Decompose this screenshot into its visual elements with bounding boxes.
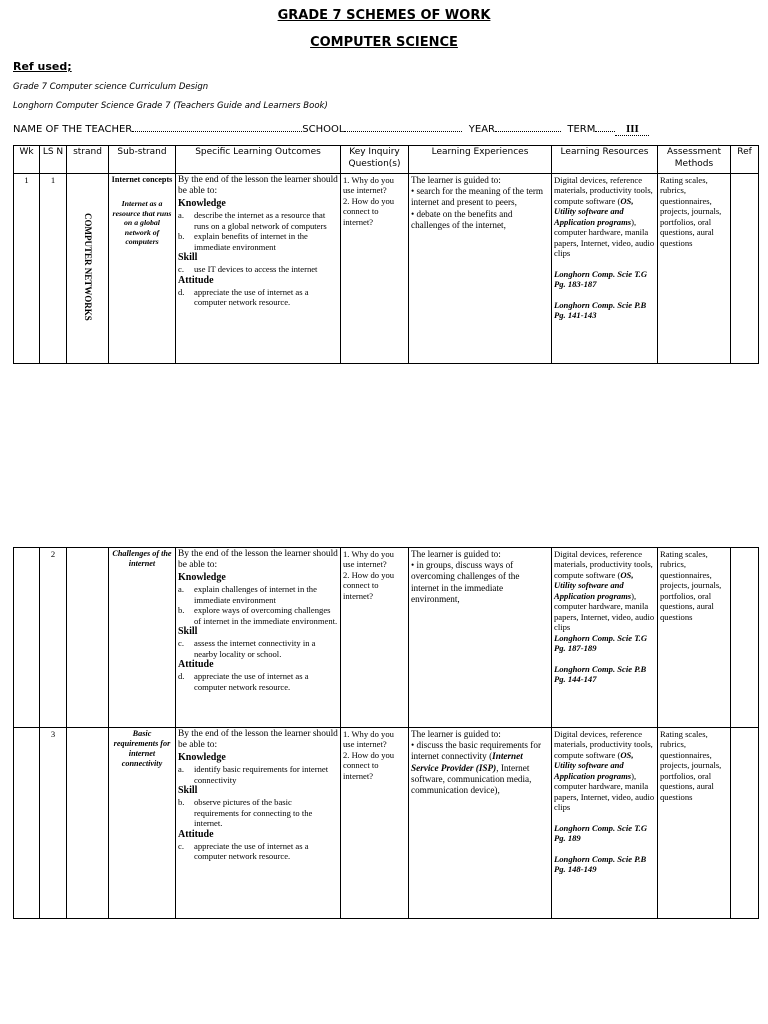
substrand-cell	[109, 548, 176, 728]
resources-text: Digital devices, reference materials, productivity tools, compute software (OS, Utility software and Application programs), computer hardware, manila papers, Internet, video, audio clips	[554, 729, 655, 813]
resources-cell	[552, 548, 658, 728]
outcomes-intro: By the end of the lesson the learner should be able to:	[178, 175, 338, 197]
reference-line: Longhorn Computer Science Grade 7 (Teachers Guide and Learners Book)	[13, 101, 328, 111]
outcome-item: a. identify basic requirements for internet connectivity	[178, 764, 329, 785]
outcome-item: b. explore ways of overcoming challenges of internet in the immediate environment.	[178, 605, 338, 626]
resources-text: Digital devices, reference materials, productivity tools, compute software (OS, Utility software and Application programs), computer hardware, manila papers, Internet, video, audio clips	[554, 549, 655, 633]
inquiry-question: 2. How do you connect to internet?	[343, 749, 395, 781]
year-field[interactable]	[495, 121, 561, 132]
inquiry-question: 1. Why do you use internet?	[343, 175, 394, 196]
experiences-intro: The learner is guided to:	[411, 729, 501, 739]
inquiry-question: 2. How do you connect to internet?	[343, 195, 395, 227]
header-wk: Wk	[14, 146, 40, 174]
header-lsn: LS N	[40, 146, 67, 174]
header-outcomes: Specific Learning Outcomes	[176, 146, 341, 174]
inquiry-question: 2. How do you connect to internet?	[343, 569, 395, 601]
knowledge-label: Knowledge	[178, 571, 226, 583]
experience-item: • debate on the benefits and challenges of the internet,	[411, 208, 513, 230]
substrand-title: Internet concepts	[111, 175, 173, 184]
skill-label: Skill	[178, 785, 198, 797]
outcome-item: a. explain challenges of internet in the immediate environment	[178, 584, 317, 605]
outcome-item: c. use IT devices to access the internet	[178, 264, 318, 275]
week-cell	[14, 548, 40, 728]
experiences-cell	[409, 548, 552, 728]
skill-label: Skill	[178, 252, 198, 264]
week-cell	[14, 728, 40, 919]
table-header-row	[14, 146, 759, 174]
pb-reference: Longhorn Comp. Scie P.B Pg. 144-147	[554, 663, 647, 685]
attitude-label: Attitude	[178, 828, 214, 840]
document-subtitle: COMPUTER SCIENCE	[310, 35, 458, 50]
header-strand: strand	[67, 146, 109, 174]
outcome-item: d. appreciate the use of internet as a computer network resource.	[178, 671, 309, 692]
outcomes-intro: By the end of the lesson the learner should be able to:	[178, 549, 338, 571]
ref-cell	[731, 174, 759, 364]
reference-line: Grade 7 Computer science Curriculum Design	[13, 82, 209, 92]
header-substrand: Sub-strand	[109, 146, 176, 174]
term-label: TERM	[567, 124, 596, 135]
substrand-cell	[109, 174, 176, 364]
table-row	[14, 728, 759, 919]
outcomes-cell	[176, 174, 341, 364]
table-row	[14, 174, 759, 364]
inquiry-cell	[341, 174, 409, 364]
strand-cell	[67, 548, 109, 728]
outcomes-cell	[176, 548, 341, 728]
inquiry-question: 1. Why do you use internet?	[343, 729, 394, 750]
experience-item: • search for the meaning of the term internet and present to peers,	[411, 186, 544, 208]
strand-cell	[67, 728, 109, 919]
assessment-cell: Rating scales, rubrics, questionnaires, projects, journals, portfolios, oral questions, aural questions	[658, 174, 731, 364]
teacher-info-line	[13, 121, 649, 136]
experiences-intro: The learner is guided to:	[411, 549, 501, 559]
scheme-table-continued	[13, 547, 759, 919]
header-resources: Learning Resources	[552, 146, 658, 174]
tg-reference: Longhorn Comp. Scie T.G Pg. 189	[554, 822, 648, 844]
resources-cell	[552, 174, 658, 364]
lesson-cell: 3	[40, 728, 67, 919]
header-ref: Ref	[731, 146, 759, 174]
pb-reference: Longhorn Comp. Scie P.B Pg. 148-149	[554, 853, 647, 875]
teacher-name-label: NAME OF THE TEACHER	[13, 124, 133, 135]
experiences-intro: The learner is guided to:	[411, 175, 501, 185]
ref-cell	[731, 548, 759, 728]
substrand-title: Challenges of the internet	[112, 549, 172, 568]
document-title: GRADE 7 SCHEMES OF WORK	[277, 8, 491, 23]
resources-cell	[552, 728, 658, 919]
knowledge-label: Knowledge	[178, 751, 226, 763]
outcome-item: d. appreciate the use of internet as a computer network resource.	[178, 286, 309, 308]
school-field[interactable]	[344, 121, 462, 132]
outcome-item: b. explain benefits of internet in the immediate environment	[178, 231, 308, 252]
table-row	[14, 548, 759, 728]
experience-item: • in groups, discuss ways of overcoming challenges of the internet in the immediate environment,	[411, 560, 520, 604]
lesson-cell: 1	[40, 174, 67, 364]
knowledge-label: Knowledge	[178, 197, 226, 209]
outcomes-intro: By the end of the lesson the learner should be able to:	[178, 729, 338, 751]
header-assessment: Assessment Methods	[658, 146, 731, 174]
teacher-name-field[interactable]	[132, 121, 302, 132]
tg-reference: Longhorn Comp. Scie T.G Pg. 187-189	[554, 632, 648, 654]
substrand-title: Basic requirements for internet connectivity	[113, 729, 171, 768]
scheme-table	[13, 145, 759, 364]
outcome-item: b. observe pictures of the basic requirements for connecting to the internet.	[178, 797, 313, 829]
lesson-cell: 2	[40, 548, 67, 728]
strand-label: COMPUTER NETWORKS	[82, 213, 93, 321]
outcome-item: a. describe the internet as a resource that runs on a global network of computers	[178, 210, 327, 231]
assessment-cell: Rating scales, rubrics, questionnaires, projects, journals, portfolios, oral questions, aural questions	[658, 548, 731, 728]
skill-label: Skill	[178, 626, 198, 638]
inquiry-cell	[341, 548, 409, 728]
inquiry-cell	[341, 728, 409, 919]
outcome-item: c. assess the internet connectivity in a nearby locality or school.	[178, 638, 316, 659]
ref-cell	[731, 728, 759, 919]
attitude-label: Attitude	[178, 659, 214, 671]
header-inquiry: Key Inquiry Question(s)	[341, 146, 409, 174]
term-value: III	[615, 123, 649, 136]
substrand-cell	[109, 728, 176, 919]
pb-reference: Longhorn Comp. Scie P.B Pg. 141-143	[554, 299, 647, 321]
experiences-cell	[409, 728, 552, 919]
header-experiences: Learning Experiences	[409, 146, 552, 174]
experiences-cell	[409, 174, 552, 364]
references-label: Ref used;	[13, 60, 72, 73]
outcome-item: c. appreciate the use of internet as a computer network resource.	[178, 840, 309, 862]
strand-cell	[67, 174, 109, 364]
school-label: SCHOOL	[302, 124, 345, 135]
outcomes-cell	[176, 728, 341, 919]
assessment-cell: Rating scales, rubrics, questionnaires, projects, journals, portfolios, oral questions, aural questions	[658, 728, 731, 919]
inquiry-question: 1. Why do you use internet?	[343, 549, 394, 570]
attitude-label: Attitude	[178, 274, 214, 286]
resources-text: Digital devices, reference materials, productivity tools, compute software (OS, Utility software and Application programs), computer hardware, manila papers, Internet, video, audio clips	[554, 175, 655, 259]
week-cell: 1	[14, 174, 40, 364]
tg-reference: Longhorn Comp. Scie T.G Pg. 183-187	[554, 268, 648, 290]
year-label: YEAR	[468, 124, 495, 135]
substrand-description: Internet as a resource that runs on a global network of computers	[112, 199, 172, 246]
experience-item: • discuss the basic requirements for internet connectivity (Internet Service Provider (ISP), Internet software, communication media, communication device),	[411, 740, 542, 796]
